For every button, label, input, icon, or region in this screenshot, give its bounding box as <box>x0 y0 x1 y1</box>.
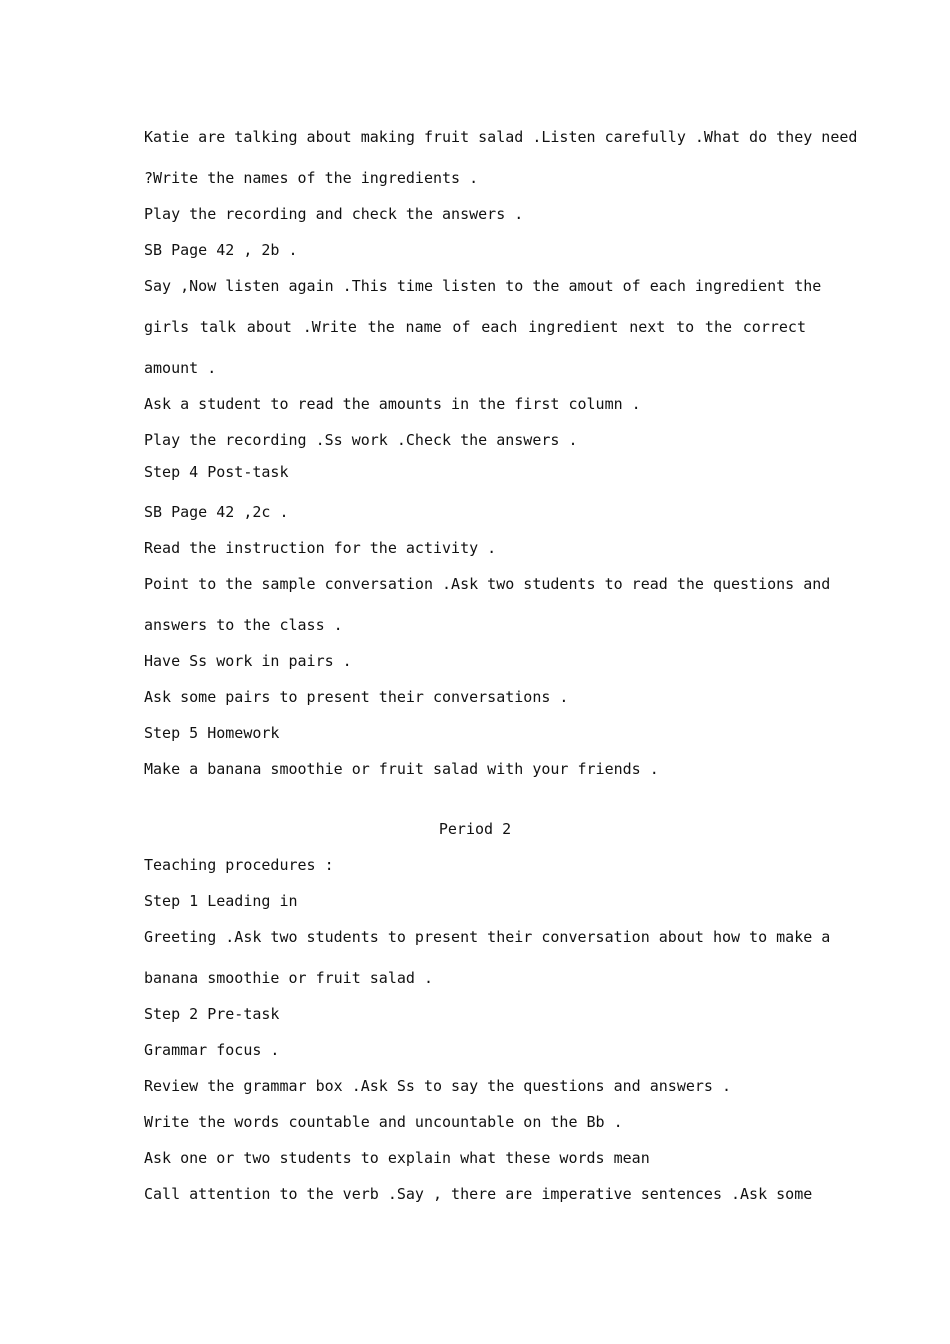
text-line: Write the words countable and uncountable on the Bb . <box>144 1113 623 1131</box>
text-line: Grammar focus . <box>144 1041 280 1059</box>
step-heading: Step 1 Leading in <box>144 892 298 910</box>
text-line: Ask some pairs to present their conversations . <box>144 688 569 706</box>
text-line: Point to the sample conversation .Ask two students to read the questions and <box>144 575 831 593</box>
step-heading: Step 2 Pre-task <box>144 1005 280 1023</box>
text-line: SB Page 42 ,2c . <box>144 503 289 521</box>
period-heading: Period 2 <box>438 820 512 838</box>
text-line: Katie are talking about making fruit salad .Listen carefully .What do they need <box>144 128 858 146</box>
text-line: Call attention to the verb .Say , there are imperative sentences .Ask some <box>144 1185 813 1203</box>
text-line: Ask a student to read the amounts in the first column . <box>144 395 641 413</box>
text-line: Review the grammar box .Ask Ss to say the questions and answers . <box>144 1077 731 1095</box>
text-line: SB Page 42 , 2b . <box>144 241 298 259</box>
text-line: Say ,Now listen again .This time listen to the amout of each ingredient the <box>144 277 822 295</box>
text-line: Play the recording .Ss work .Check the answers . <box>144 431 578 449</box>
text-line: ?Write the names of the ingredients . <box>144 169 479 187</box>
text-line: Greeting .Ask two students to present their conversation about how to make a <box>144 928 831 946</box>
text-line: amount . <box>144 359 217 377</box>
step-heading: Step 5 Homework <box>144 724 280 742</box>
text-line: Read the instruction for the activity . <box>144 539 497 557</box>
text-line: Play the recording and check the answers . <box>144 205 524 223</box>
text-line: Have Ss work in pairs . <box>144 652 352 670</box>
step-heading: Step 4 Post-task <box>144 463 289 481</box>
text-line: banana smoothie or fruit salad . <box>144 969 433 987</box>
text-line: Teaching procedures : <box>144 856 334 874</box>
text-line: girls talk about .Write the name of each ingredient next to the correct <box>144 318 806 336</box>
text-line: answers to the class . <box>144 616 343 634</box>
text-line: Ask one or two students to explain what these words mean <box>144 1149 650 1167</box>
text-line: Make a banana smoothie or fruit salad with your friends . <box>144 760 659 778</box>
